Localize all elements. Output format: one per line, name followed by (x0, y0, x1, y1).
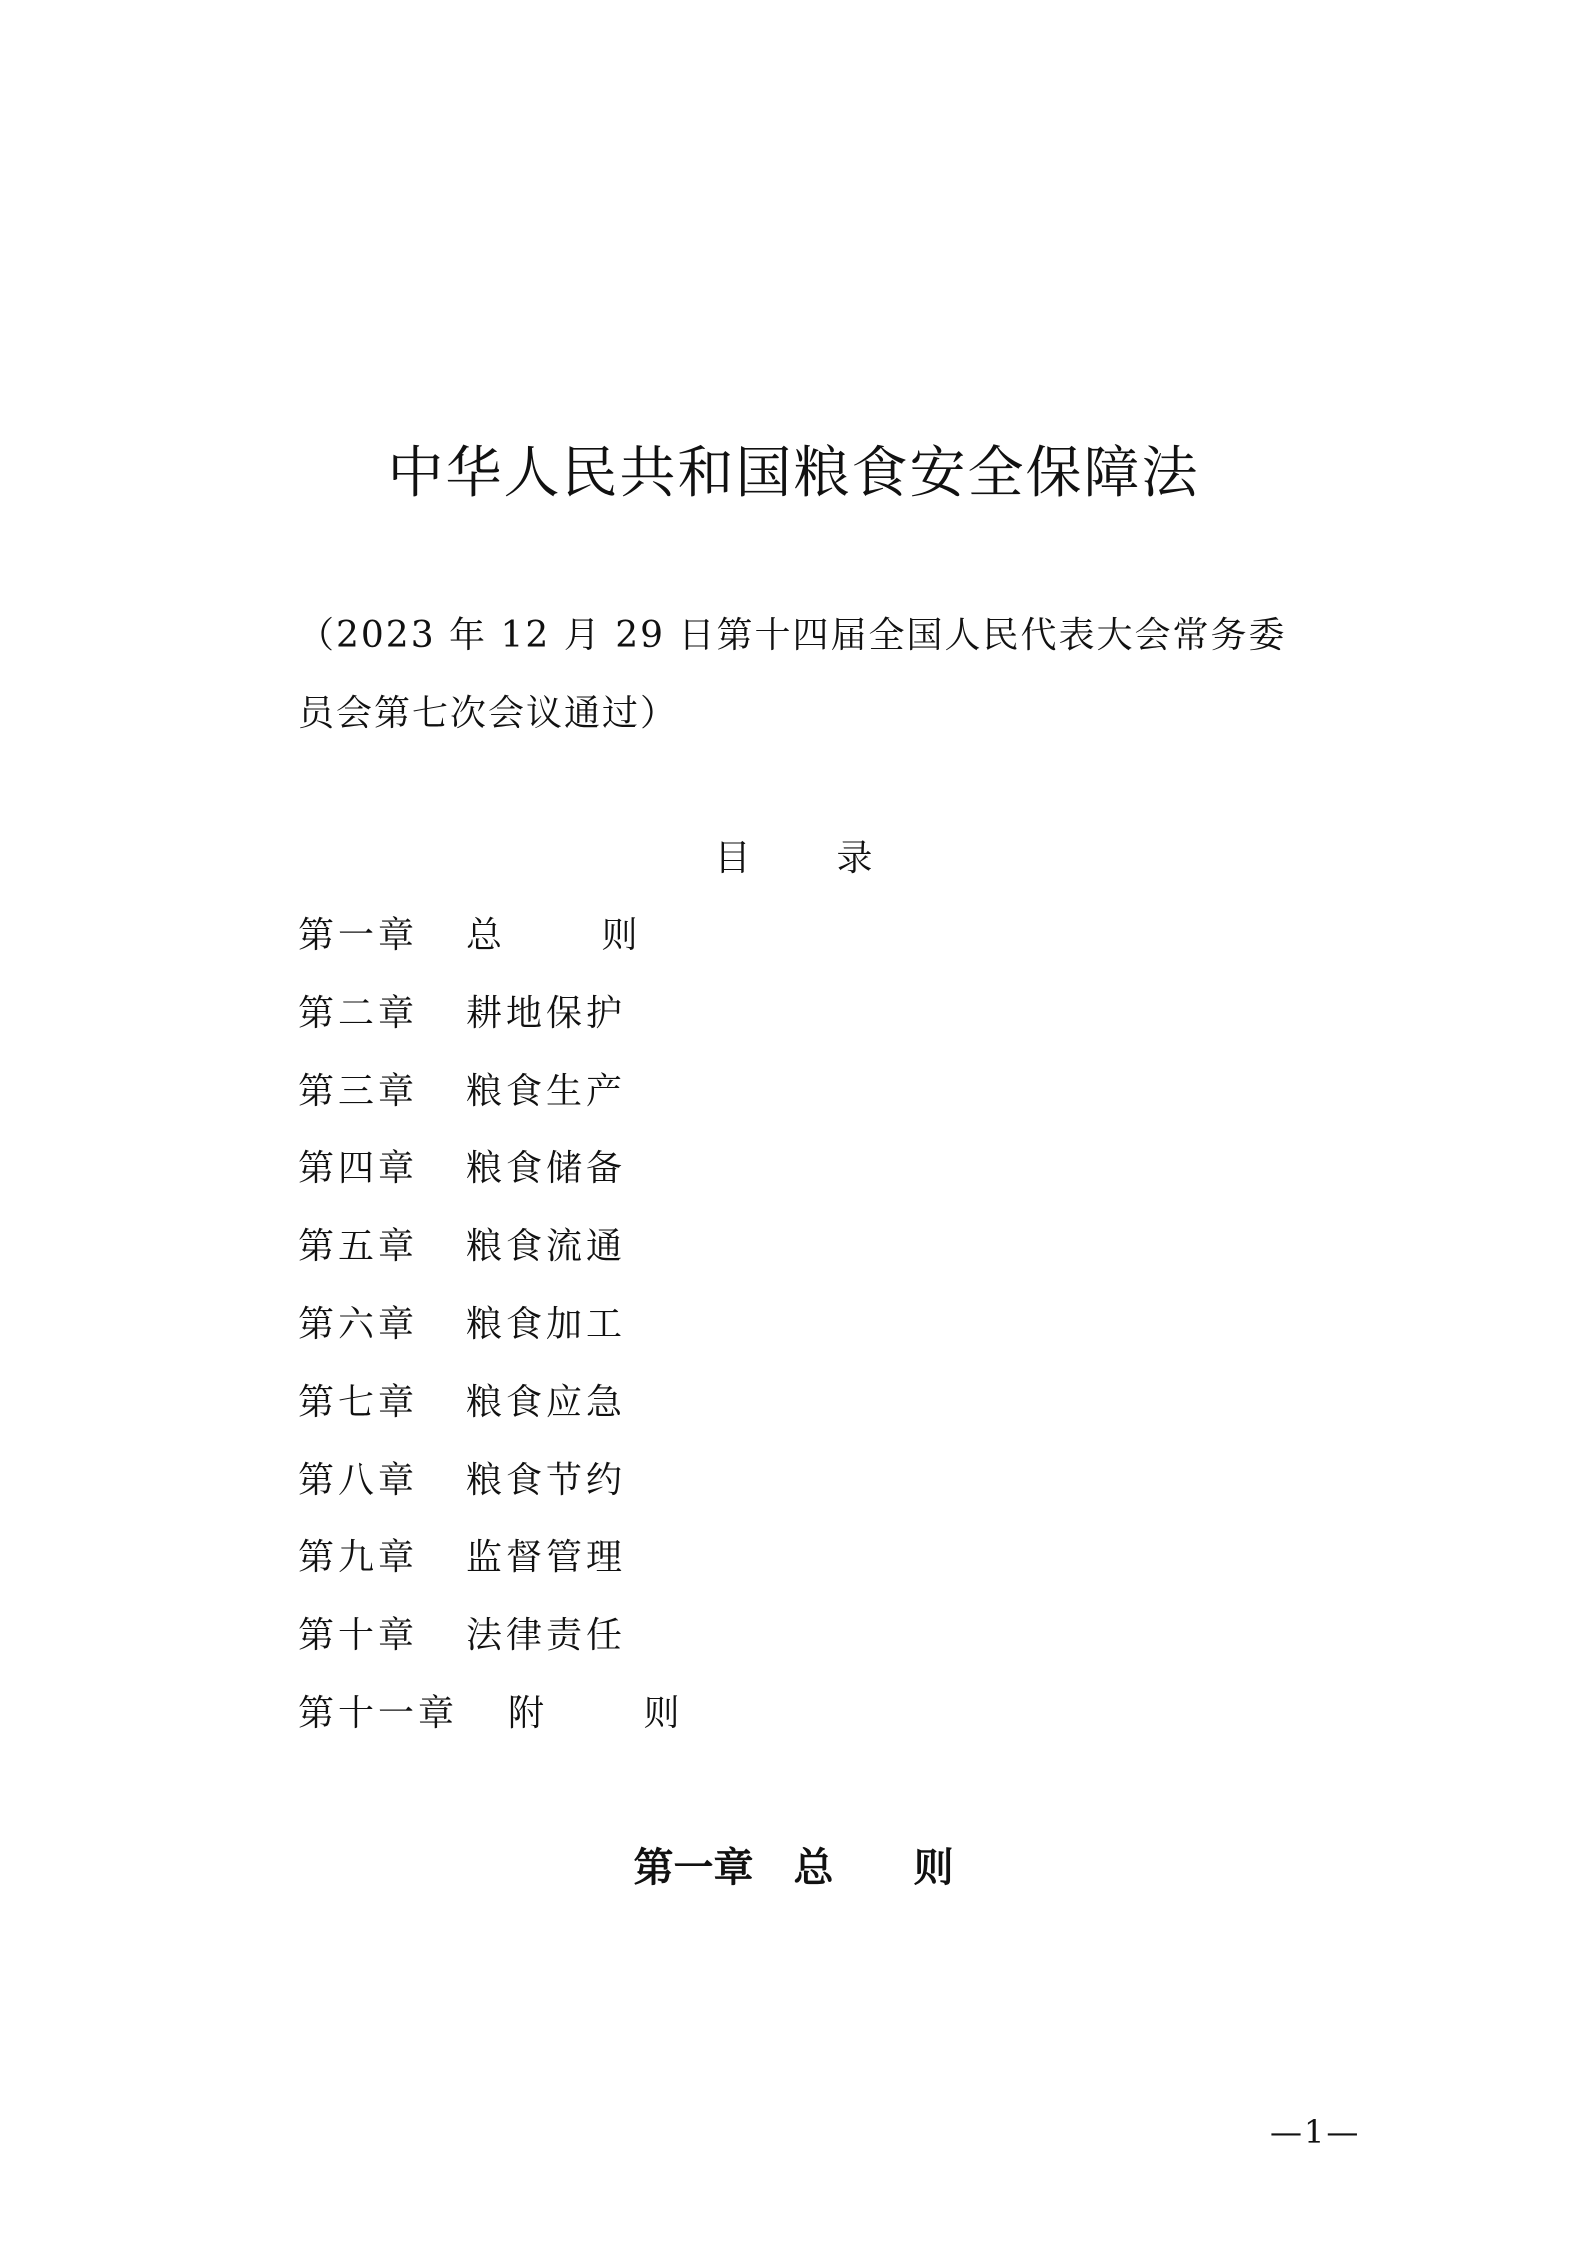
toc-item-1 (298, 911, 683, 989)
page-number: —1— (1270, 2113, 1361, 2151)
toc-chapter-name: 粮食节约 (466, 1459, 627, 1501)
toc-item-5 (298, 1222, 683, 1300)
toc-item-2 (298, 989, 683, 1067)
toc-chapter-number: 第十一章 (298, 1692, 459, 1734)
toc-item-7 (298, 1378, 683, 1456)
chapter-heading: 第一章 总 则 (633, 1845, 954, 1891)
toc-item-9 (298, 1533, 683, 1611)
toc-chapter-name: 总 则 (466, 915, 642, 956)
toc-item-6 (298, 1300, 683, 1378)
toc-chapter-name: 耕地保护 (466, 992, 627, 1034)
toc-chapter-number: 第二章 (298, 992, 419, 1034)
toc-item-4 (298, 1144, 683, 1222)
toc-chapter-name: 附 则 (508, 1692, 684, 1734)
toc-chapter-name: 粮食加工 (466, 1303, 627, 1345)
toc-chapter-name: 粮食应急 (466, 1381, 627, 1423)
toc-chapter-name: 粮食储备 (466, 1148, 627, 1190)
toc-chapter-name: 粮食流通 (466, 1226, 627, 1268)
toc-chapter-name: 监督管理 (466, 1537, 627, 1579)
toc-item-3 (298, 1067, 683, 1145)
toc-chapter-number: 第三章 (298, 1070, 419, 1112)
toc-chapter-number: 第十章 (298, 1615, 419, 1657)
toc-item-11 (298, 1689, 683, 1767)
adoption-note: （2023 年 12 月 29 日第十四届全国人民代表大会常务委员会第七次会议通过） (298, 615, 1287, 734)
table-of-contents (298, 911, 683, 1767)
toc-heading (0, 834, 1587, 884)
toc-chapter-number: 第四章 (298, 1148, 419, 1190)
document-title: 中华人民共和国粮食安全保障法 (387, 441, 1200, 506)
toc-chapter-number: 第一章 (298, 915, 419, 956)
toc-chapter-number: 第六章 (298, 1303, 419, 1345)
toc-chapter-number: 第九章 (298, 1537, 419, 1579)
toc-chapter-name: 法律责任 (466, 1615, 627, 1657)
toc-item-8 (298, 1456, 683, 1534)
toc-item-10 (298, 1611, 683, 1689)
toc-chapter-number: 第七章 (298, 1381, 419, 1423)
toc-heading-right: 录 (836, 838, 873, 879)
toc-chapter-name: 粮食生产 (466, 1070, 627, 1112)
toc-chapter-number: 第八章 (298, 1459, 419, 1501)
toc-heading-left: 目 (714, 838, 751, 879)
toc-chapter-number: 第五章 (298, 1226, 419, 1268)
